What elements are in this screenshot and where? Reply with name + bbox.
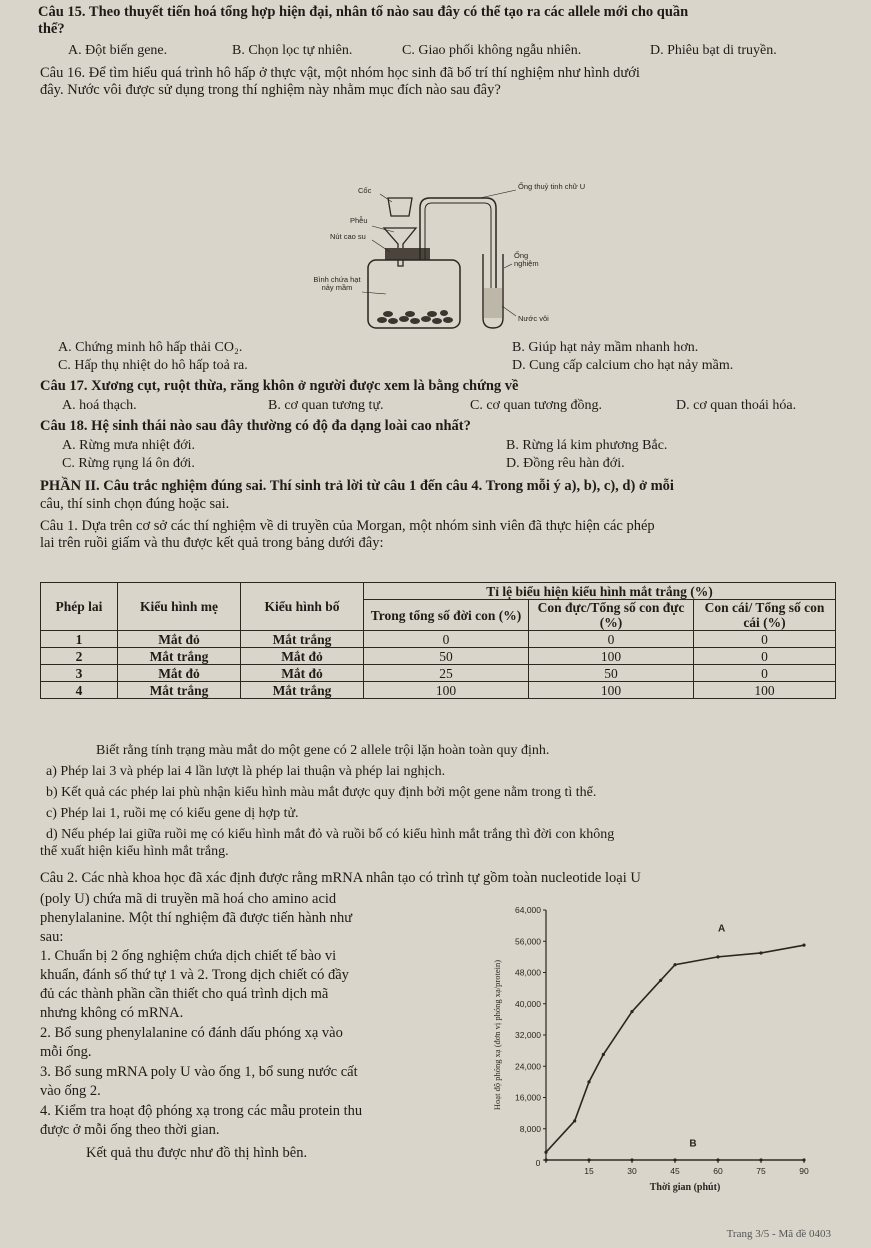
- part2-heading-2: câu, thí sinh chọn đúng hoặc sai.: [40, 496, 230, 512]
- y-tick-label: 16,000: [515, 1092, 541, 1103]
- cell: 0: [694, 648, 836, 665]
- cell: 3: [41, 665, 118, 682]
- x-tick-label: 90: [799, 1166, 809, 1176]
- respiration-apparatus-figure: [290, 168, 590, 338]
- c2-line: khuẩn, đánh số thứ tự 1 và 2. Trong dịch chiết có đầy: [40, 967, 349, 983]
- q15-stem-1: Câu 15. Theo thuyết tiến hoá tổng hợp hiện đại, nhân tố nào sau đây có thể tạo ra các allele mới cho quần: [38, 4, 689, 20]
- x-axis-label: Thời gian (phút): [649, 1182, 721, 1193]
- cell: Mắt đỏ: [118, 631, 241, 648]
- c2-result: Kết quả thu được như đồ thị hình bên.: [86, 1145, 308, 1161]
- cell: 0: [694, 631, 836, 648]
- c2-line: 1. Chuẩn bị 2 ống nghiệm chứa dịch chiết tế bào vi: [40, 948, 337, 964]
- q18-stem: Câu 18. Hệ sinh thái nào sau đây thường có độ đa dạng loài cao nhất?: [40, 418, 471, 434]
- th-total: Trong tổng số đời con (%): [364, 600, 529, 631]
- y-axis-label: Hoạt độ phóng xạ (đơn vị phóng xạ/protein): [492, 959, 502, 1111]
- c2-line: mỗi ống.: [40, 1044, 92, 1060]
- radioactivity-chart: [478, 898, 818, 1203]
- data-point: [659, 979, 662, 982]
- y-tick-label: 24,000: [515, 1061, 541, 1072]
- apparatus-drawing: [290, 168, 590, 338]
- q17-option-b[interactable]: B. cơ quan tương tự.: [268, 398, 384, 413]
- cell: 100: [529, 682, 694, 699]
- th-male: Con đực/Tổng số con đực (%): [529, 600, 694, 631]
- q17-option-d[interactable]: D. cơ quan thoái hóa.: [676, 398, 797, 413]
- cell: Mắt đỏ: [241, 648, 364, 665]
- th-cross: Phép lai: [41, 583, 118, 631]
- c1-note: Biết rằng tính trạng màu mắt do một gene có 2 allele trội lặn hoàn toàn quy định.: [96, 743, 550, 758]
- q15-option-a[interactable]: A. Đột biến gene.: [68, 43, 168, 58]
- label-coc: Cốc: [358, 186, 372, 195]
- data-point: [759, 1158, 762, 1161]
- th-father: Kiểu hình bố: [241, 583, 364, 631]
- c2-line: được ở mỗi ống theo thời gian.: [40, 1122, 220, 1138]
- label-binh: Bình chứa hạt nảy mầm: [313, 275, 361, 292]
- data-point: [544, 1151, 547, 1154]
- label-ong-u: Ống thuỷ tinh chữ U: [518, 182, 586, 191]
- c1-statement-b[interactable]: b) Kết quả các phép lai phù nhận kiểu hình màu mắt được quy định bởi một gene nằm trong tì thể.: [46, 785, 597, 800]
- cell: 1: [41, 631, 118, 648]
- q17-stem: Câu 17. Xương cụt, ruột thừa, răng khôn ở người được xem là bằng chứng về: [40, 378, 519, 394]
- data-point: [544, 1158, 547, 1161]
- chart-svg: [478, 898, 818, 1203]
- cell: 0: [364, 631, 529, 648]
- q16-stem-2: đây. Nước vôi được sử dụng trong thí nghiệm này nhằm mục đích nào sau đây?: [40, 82, 501, 98]
- data-point: [573, 1119, 576, 1122]
- q18-option-a[interactable]: A. Rừng mưa nhiệt đới.: [62, 438, 196, 453]
- data-point: [716, 955, 719, 958]
- data-point: [802, 944, 805, 947]
- cell: 4: [41, 682, 118, 699]
- q15-option-c[interactable]: C. Giao phối không ngẫu nhiên.: [402, 43, 582, 58]
- cell: 100: [364, 682, 529, 699]
- c2-line: 4. Kiểm tra hoạt độ phóng xạ trong các mẫu protein thu: [40, 1103, 363, 1119]
- label-ong-nghiem: Ống nghiệm: [514, 251, 539, 268]
- q15-stem-2: thể?: [38, 21, 65, 37]
- th-group: Tỉ lệ biểu hiện kiểu hình mắt trắng (%): [364, 583, 836, 600]
- cell: Mắt đỏ: [118, 665, 241, 682]
- cell: Mắt trắng: [118, 648, 241, 665]
- cell: 25: [364, 665, 529, 682]
- data-point: [716, 1158, 719, 1161]
- cell: 100: [694, 682, 836, 699]
- cell: Mắt trắng: [241, 682, 364, 699]
- cell: 50: [529, 665, 694, 682]
- data-point: [673, 1158, 676, 1161]
- c2-line: (poly U) chứa mã di truyền mã hoá cho amino acid: [40, 891, 337, 907]
- y-tick-label: 8,000: [519, 1123, 541, 1134]
- series-label-a: A: [718, 923, 726, 935]
- c2-line: phenylalanine. Một thí nghiệm đã được tiến hành như: [40, 910, 353, 926]
- q15-option-d[interactable]: D. Phiêu bạt di truyền.: [650, 43, 777, 58]
- cell: 2: [41, 648, 118, 665]
- table-row: [41, 631, 836, 648]
- table-row: [41, 665, 836, 682]
- cell: 0: [694, 665, 836, 682]
- q16-option-c[interactable]: C. Hấp thụ nhiệt do hô hấp toả ra.: [58, 358, 248, 373]
- x-tick-label: 0: [535, 1158, 541, 1168]
- data-point: [673, 963, 676, 966]
- c2-stem-1: Câu 2. Các nhà khoa học đã xác định được rằng mRNA nhân tạo có trình tự gồm toàn nucleotide loại U: [40, 870, 641, 886]
- page-footer: Trang 3/5 - Mã đề 0403: [726, 1228, 831, 1240]
- table-row: [41, 682, 836, 699]
- c2-line: sau:: [40, 929, 64, 945]
- q16-option-b[interactable]: B. Giúp hạt nảy mầm nhanh hơn.: [512, 340, 699, 355]
- cell: Mắt đỏ: [241, 665, 364, 682]
- q16-option-d[interactable]: D. Cung cấp calcium cho hạt nảy mầm.: [512, 358, 734, 373]
- x-tick-label: 15: [584, 1166, 594, 1176]
- data-point: [602, 1053, 605, 1056]
- q17-option-c[interactable]: C. cơ quan tương đồng.: [470, 398, 603, 413]
- c2-line: nhưng không có mRNA.: [40, 1005, 184, 1021]
- c2-line: vào ống 2.: [40, 1083, 101, 1099]
- c1-stem-2: lai trên ruồi giấm và thu được kết quả trong bảng dưới đây:: [40, 535, 384, 551]
- x-tick-label: 30: [627, 1166, 637, 1176]
- c2-line: 2. Bổ sung phenylalanine có đánh dấu phóng xạ vào: [40, 1025, 343, 1041]
- part2-heading-1: PHẦN II. Câu trắc nghiệm đúng sai. Thí sinh trả lời từ câu 1 đến câu 4. Trong mỗi ý a), b), c), d) ở mỗi: [40, 478, 674, 494]
- series-label-b: B: [689, 1138, 697, 1150]
- label-pheu: Phễu: [350, 216, 368, 225]
- series-line-a: [546, 945, 804, 1152]
- label-nuoc-voi: Nước vôi: [518, 314, 549, 323]
- q16-option-a[interactable]: A. Chứng minh hô hấp thải CO₂.: [58, 340, 243, 355]
- q18-option-b[interactable]: B. Rừng lá kim phương Bắc.: [506, 438, 668, 453]
- cell: 50: [364, 648, 529, 665]
- c1-stem-1: Câu 1. Dựa trên cơ sở các thí nghiệm về di truyền của Morgan, một nhóm sinh viên đã thực hiện các phép: [40, 518, 655, 534]
- data-point: [630, 1158, 633, 1161]
- c2-line: 3. Bổ sung mRNA poly U vào ống 1, bổ sung nước cất: [40, 1064, 358, 1080]
- c1-statement-c[interactable]: c) Phép lai 1, ruồi mẹ có kiểu gene dị hợp tử.: [46, 806, 299, 821]
- q16-stem-1: Câu 16. Để tìm hiểu quá trình hô hấp ở thực vật, một nhóm học sinh đã bố trí thí nghiệm như hình dưới: [40, 65, 640, 81]
- cell: 100: [529, 648, 694, 665]
- th-mother: Kiểu hình mẹ: [118, 583, 241, 631]
- data-point: [587, 1158, 590, 1161]
- y-tick-label: 48,000: [515, 967, 541, 978]
- c1-statement-a[interactable]: a) Phép lai 3 và phép lai 4 lần lượt là phép lai thuận và phép lai nghịch.: [46, 764, 446, 779]
- x-tick-label: 60: [713, 1166, 723, 1176]
- q18-option-c[interactable]: C. Rừng rụng lá ôn đới.: [62, 456, 195, 471]
- c1-statement-d-cont: thể xuất hiện kiểu hình mắt trắng.: [40, 844, 229, 859]
- data-point: [587, 1080, 590, 1083]
- c1-statement-d[interactable]: d) Nếu phép lai giữa ruồi mẹ có kiểu hình mắt đỏ và ruồi bố có kiểu hình mắt trắng thì đời con không: [46, 827, 615, 842]
- cell: Mắt trắng: [241, 631, 364, 648]
- y-tick-label: 40,000: [515, 998, 541, 1009]
- q15-option-b[interactable]: B. Chọn lọc tự nhiên.: [232, 43, 353, 58]
- cell: Mắt trắng: [118, 682, 241, 699]
- y-tick-label: 64,000: [515, 905, 541, 915]
- y-tick-label: 56,000: [515, 936, 541, 947]
- x-tick-label: 45: [670, 1166, 680, 1176]
- label-nut-cao-su: Nút cao su: [330, 232, 366, 241]
- c2-line: đủ các thành phần cần thiết cho quá trình dịch mã: [40, 986, 329, 1002]
- y-tick-label: 32,000: [515, 1030, 541, 1040]
- data-point: [759, 951, 762, 954]
- table-row: [41, 648, 836, 665]
- x-tick-label: 75: [756, 1166, 766, 1176]
- cell: 0: [529, 631, 694, 648]
- q18-option-d[interactable]: D. Đồng rêu hàn đới.: [506, 456, 625, 471]
- data-point: [802, 1158, 805, 1161]
- q17-option-a[interactable]: A. hoá thạch.: [62, 398, 137, 413]
- data-point: [630, 1010, 633, 1013]
- th-female: Con cái/ Tổng số con cái (%): [694, 600, 836, 631]
- morgan-results-table: [40, 582, 836, 699]
